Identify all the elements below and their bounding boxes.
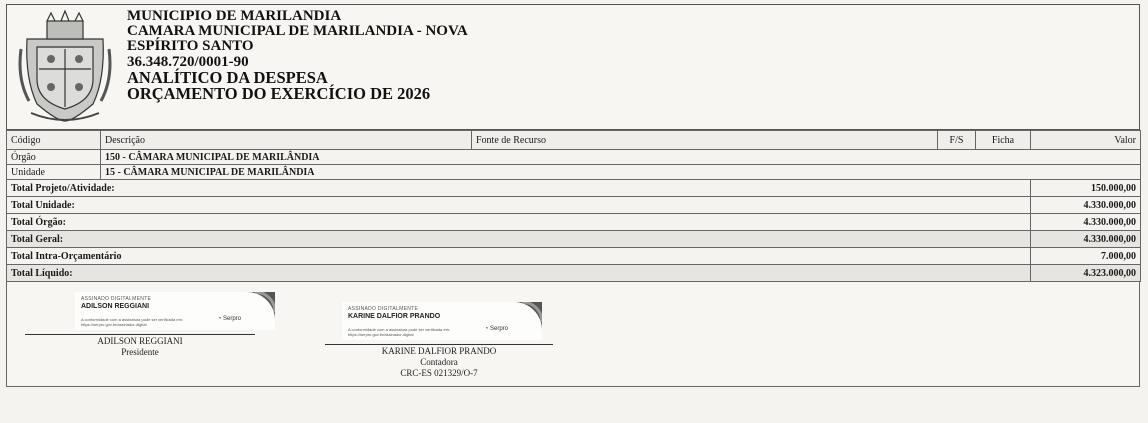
stamp-note-line: A conformidade com a assinatura pode ser verificada em: — [81, 317, 184, 322]
row-label: Órgão — [7, 150, 101, 165]
header-line-estado: ESPÍRITO SANTO — [127, 38, 254, 55]
serpro-logo — [485, 326, 508, 332]
total-label: Total Órgão: — [7, 214, 1031, 231]
stamp-header: ASSINADO DIGITALMENTE — [348, 306, 419, 312]
signer-block — [25, 336, 255, 358]
col-header-codigo: Código — [7, 131, 101, 150]
signer-role: Contadora — [420, 357, 458, 367]
row-text: 15 - CÂMARA MUNICIPAL DE MARILÂNDIA — [101, 165, 1141, 180]
total-label: Total Líquido: — [7, 265, 1031, 282]
digital-signature-stamp — [342, 302, 542, 340]
stamp-name: ADILSON REGGIANI — [81, 303, 150, 310]
serpro-logo-text: Serpro — [222, 316, 241, 322]
stamp-header: ASSINADO DIGITALMENTE — [81, 296, 152, 302]
serpro-logo-icon: ◔ — [217, 316, 222, 322]
row-text: 150 - CÂMARA MUNICIPAL DE MARILÂNDIA — [101, 150, 1141, 165]
total-value: 4.330.000,00 — [1031, 214, 1141, 231]
total-label: Total Intra-Orçamentário — [7, 248, 1031, 265]
stamp-note-link: https://serpro.gov.br/assinador-digital — [81, 322, 147, 327]
signer-name: KARINE DALFIOR PRANDO — [381, 346, 497, 356]
signer-role: Presidente — [121, 347, 159, 357]
stamp-arc-icon — [512, 302, 542, 332]
total-row — [7, 231, 1141, 248]
total-row — [7, 214, 1141, 231]
total-value: 4.330.000,00 — [1031, 231, 1141, 248]
signer-registration: CRC-ES 021329/O-7 — [400, 368, 478, 378]
header-line-report-type: ANALÍTICO DA DESPESA — [127, 67, 328, 87]
digital-signature-stamp — [75, 292, 275, 330]
table-row-unidade — [7, 165, 1141, 180]
col-header-fonte: Fonte de Recurso — [472, 131, 938, 150]
signer-block — [325, 346, 553, 379]
serpro-logo-text: Serpro — [489, 326, 508, 332]
table-row-orgao — [7, 150, 1141, 165]
header-line-exercicio: ORÇAMENTO DO EXERCÍCIO DE 2026 — [127, 83, 431, 103]
col-header-valor: Valor — [1031, 131, 1141, 150]
header-line-municipio: MUNICIPIO DE MARILANDIA — [127, 8, 342, 24]
report-header — [6, 4, 1140, 130]
total-label: Total Unidade: — [7, 197, 1031, 214]
total-label: Total Geral: — [7, 231, 1031, 248]
col-header-fs: F/S — [938, 131, 976, 150]
total-value: 4.323.000,00 — [1031, 265, 1141, 282]
row-label: Unidade — [7, 165, 101, 180]
total-value: 150.000,00 — [1031, 180, 1141, 197]
stamp-arc-icon — [245, 292, 275, 322]
stamp-note-line: A conformidade com a assinatura pode ser verificada em: — [348, 327, 451, 332]
document-page — [6, 4, 1140, 387]
total-row — [7, 180, 1141, 197]
header-title-block — [127, 9, 468, 102]
stamp-note-link: https://serpro.gov.br/assinador-digital — [348, 332, 414, 337]
table-header-row — [7, 131, 1141, 150]
expense-table — [6, 130, 1141, 282]
stamp-note — [81, 317, 183, 327]
signature-line — [325, 344, 553, 345]
serpro-logo-icon: ◔ — [484, 326, 489, 332]
total-value: 4.330.000,00 — [1031, 197, 1141, 214]
stamp-name: KARINE DALFIOR PRANDO — [348, 313, 441, 320]
header-line-cnpj: 36.348.720/0001-90 — [127, 53, 249, 70]
signer-name: ADILSON REGGIANI — [97, 336, 183, 346]
stamp-note — [348, 327, 450, 337]
serpro-logo — [218, 316, 241, 322]
col-header-ficha: Ficha — [976, 131, 1031, 150]
signature-area — [6, 282, 1140, 387]
total-row — [7, 248, 1141, 265]
signature-line — [25, 334, 255, 335]
total-value: 7.000,00 — [1031, 248, 1141, 265]
total-row — [7, 265, 1141, 282]
total-label: Total Projeto/Atividade: — [7, 180, 1031, 197]
header-line-camara: CAMARA MUNICIPAL DE MARILANDIA - NOVA — [127, 23, 468, 40]
municipal-crest-icon — [17, 9, 113, 125]
total-row — [7, 197, 1141, 214]
col-header-descricao: Descrição — [101, 131, 472, 150]
